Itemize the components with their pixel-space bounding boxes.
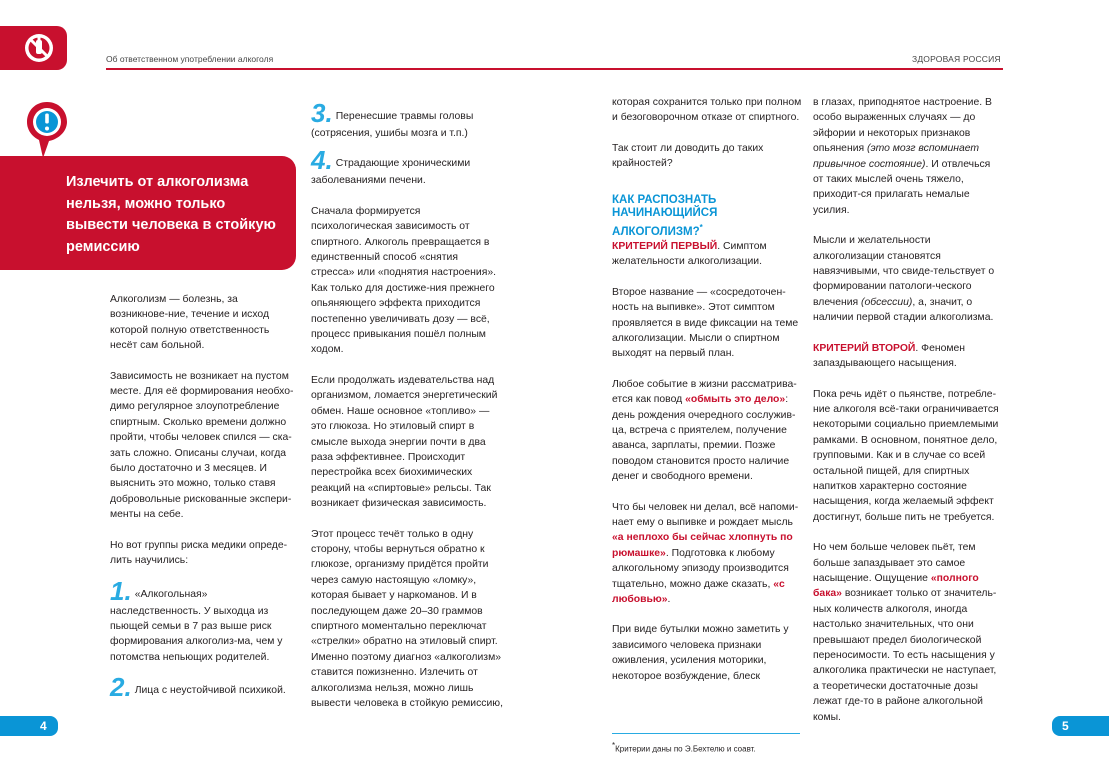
paragraph: Но вот группы риска медики опреде-лить научились: [110,539,288,567]
list-item-text: «Алкогольная» наследственность. У выходца из пьющей семьи в 7 раз выше риск формирования алкоголиз-ма, чем у потомства непьющих родителей. [110,588,283,663]
list-number: 2. [110,672,132,703]
highlight-phrase: «полного бака» [813,572,979,600]
paragraph: Зависимость не возникает на пустом месте. Для её формирования необхо-димо регулярное злоупотребление спиртным. Сколько времени должно пройти, чтобы человек спился — ска-зать сложно. Описаны случаи, когда было достаточно и 3 месяцев. И выяснить это можно, только ставя добровольные рискованные экспери-менты на себе. [110,370,294,521]
paragraph: Любое событие в жизни рассматрива-ется как повод «обмыть это дело»: день рождения очередного сослужив-ца, встреча с приятелем, получение аванса, зарплаты, премии. Позже поводом становится просто наличие денег и свободного времени. [612,378,797,483]
paragraph: в глазах, приподнятое настроение. В особо выраженных случаях — до эйфории и некоторых признаков опьянения (это мозг вспоминает привычное состояние). И отвлечься от таких мыслей очень тяжело, приходит-ся прилагать немалые усилия. [813,97,992,216]
paragraph: Второе название — «сосредоточен-ность на выпивке». Этот симптом проявляется в виде фиксации на теме алкоголизации. Мысли о спиртном выходят на первый план. [612,286,799,360]
callout-text: Излечить от алкоголизма нельзя, можно только вывести человека в стойкую ремиссию [66,174,276,255]
section-heading: КАК РАСПОЗНАТЬ НАЧИНАЮЩИЙСЯ АЛКОГОЛИЗМ?* [612,193,718,238]
paragraph: Этот процесс течёт только в одну сторону, чтобы вернуться обратно к глюкозе, организму придётся пройти через самую настоящую «ломку», которая бывает у наркоманов. И в последующем даже 20–30 граммов спиртного моментально переключат «стрелки» обратно на этиловый спирт. Именно поэтому диагноз «алкоголизм» ставится пожизненно. Излечить от алкоголизма нельзя, можно лишь вывести человека в стойкую ремиссию, [311,528,503,709]
list-item-text: Страдающие хроническими заболеваниями печени. [311,158,471,187]
list-number: 3. [311,98,333,128]
column-4 [813,95,1003,725]
no-alcohol-icon [22,31,56,65]
paragraph: Но чем больше человек пьёт, тем больше запаздывает это самое насыщение. Ощущение «полного бака» возникает только от значитель-ных количеств алкоголя, иногда настолько значительных, что они превышают предел биологической переносимости. То есть насыщения у алкоголика практически не наступает, а теоретически достаточные дозы лежат где-то в районе алкогольной комы. [813,542,997,723]
highlight-phrase: «а неплохо бы сейчас хлопнуть по рюмашке» [612,532,793,559]
column-3 [612,95,804,684]
header-rule [106,68,1003,70]
page-number-right: 5 [1052,716,1109,736]
footnote-mark: * [612,741,616,750]
list-item-text: Лица с неустойчивой психикой. [134,685,286,697]
paragraph: КРИТЕРИЙ ВТОРОЙ. Феномен запаздывающего насыщения. [813,342,966,370]
paragraph: Так стоит ли доводить до таких крайностей? [612,142,764,170]
list-item [110,575,296,666]
column-2 [311,100,503,711]
paragraph: Сначала формируется психологическая зависимость от спиртного. Алкоголь превращается в единственный способ «снятия стресса» или «поднятия настроения». Как только для достиже-ния прежнего опьяняющего эффекта приходится постепенно увеличивать дозу — всё, процесс привыкания пошёл полным ходом. [311,205,497,356]
list-number: 1. [110,575,132,606]
header-logo-tab [0,26,67,70]
criterion-label: КРИТЕРИЙ ПЕРВЫЙ [612,240,718,252]
list-item [311,147,503,188]
column-1 [110,292,296,703]
paragraph: КРИТЕРИЙ ПЕРВЫЙ. Симптом желательности алкоголизации. [612,240,767,268]
list-number: 4. [311,145,333,176]
highlight-phrase: «с любовью» [612,578,785,606]
paragraph: Что бы человек ни делал, всё напоми-нает ему о выпивке и рождает мысль «а неплохо бы сейчас хлопнуть по рюмашке». Подготовка к любому алкогольному эпизоду производится тщательно, можно даже сказать, «с любовью». [612,501,799,606]
running-header-left: Об ответственном употреблении алкоголя [106,54,274,64]
list-item [311,100,503,141]
paragraph: Пока речь идёт о пьянстве, потребле-ние алкоголя всё-таки ограничивается некоторыми социально приемлемыми рамками. В основном, понятное дело, групповыми. Как и в случае со всей остальной пищей, для спиртных напитков характерно состояние насыщения, когда желаемый эффект достигнут, больше пить не требуется. [813,388,999,523]
paragraph: При виде бутылки можно заметить у зависимого человека признаки оживления, усиления моторики, некоторое возбуждение, блеск [612,624,789,682]
paragraph: которая сохранится только при полном и безоговорочном отказе от спиртного. [612,97,802,124]
exclamation-pin [25,100,69,160]
paragraph: Если продолжать издевательства над организмом, ломается энергетический обмен. Наше основное «топливо» — это глюкоза. Но этиловый спирт в смысле выхода энергии почти в два раза эффективнее. Происходит перестройка всех биохимических реакций на «спиртовые» рельсы. Так возникает физическая зависимость. [311,374,498,510]
footnote-rule [612,733,800,734]
running-header-right: ЗДОРОВАЯ РОССИЯ [912,54,1001,64]
exclamation-icon [25,100,69,160]
footnote-mark: * [699,222,703,232]
list-item-text: Перенесшие травмы головы (сотрясения, ушибы мозга и т.п.) [311,111,474,139]
highlight-phrase: «обмыть это дело» [685,394,786,406]
paragraph: Алкоголизм — болезнь, за возникнове-ние, течение и исход которой полную ответственность несёт сам больной. [110,294,270,352]
footnote: *Критерии даны по Э.Бехтелю и соавт. [612,741,756,754]
page-number-left: 4 [0,716,58,736]
criterion-label: КРИТЕРИЙ ВТОРОЙ [813,342,916,354]
list-item [110,672,296,703]
callout-box [0,156,296,270]
paragraph: Мысли и желательности алкоголизации становятся навязчивыми, что свиде-тельствует о формировании патологи-ческого влечения (обсессии), а, значит, о наличии первой стадии алкоголизма. [813,235,995,324]
